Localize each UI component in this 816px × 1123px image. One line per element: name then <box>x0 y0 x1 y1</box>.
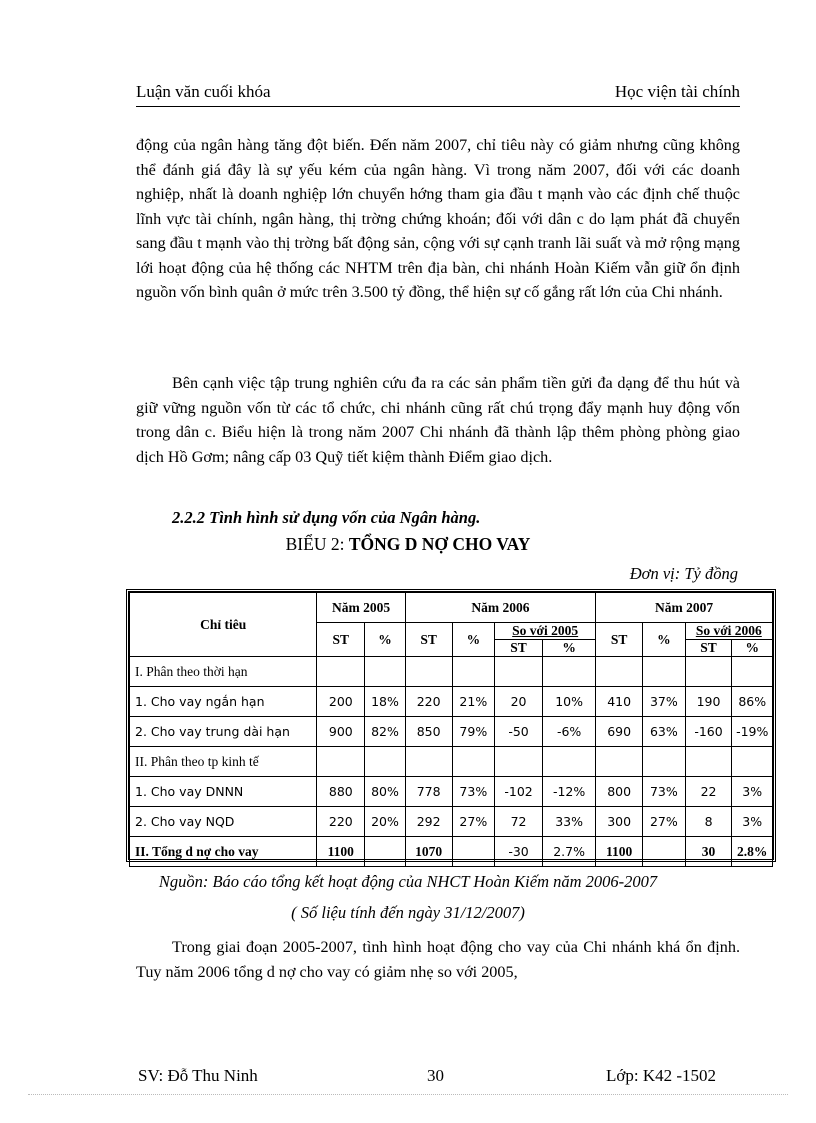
table-cell <box>452 747 495 777</box>
st-header: ST <box>495 640 543 657</box>
table-row <box>130 837 773 867</box>
table-cell: 292 <box>405 807 452 837</box>
table-cell: 220 <box>317 807 365 837</box>
unit-label: Đơn vị: Tỷ đồng <box>629 564 738 583</box>
indicator-header: Chỉ tiêu <box>130 593 317 657</box>
table-cell <box>452 837 495 867</box>
row-label: 1. Cho vay ngắn hạn <box>130 687 317 717</box>
table-cell: 2.8% <box>732 837 773 867</box>
table-header-row <box>130 593 773 623</box>
st-header: ST <box>317 623 365 657</box>
table-cell: -30 <box>495 837 543 867</box>
compare-2005-header: So với 2005 <box>495 623 596 640</box>
table-cell: 3% <box>732 777 773 807</box>
row-label: I. Phân theo thời hạn <box>130 657 317 687</box>
table-cell <box>732 747 773 777</box>
loan-table <box>126 589 776 862</box>
pct-header: % <box>732 640 773 657</box>
compare-2006-header: So với 2006 <box>685 623 772 640</box>
source-note: Nguồn: Báo cáo tổng kết hoạt động của NHCT Hoàn Kiếm năm 2006-2007 <box>158 872 658 891</box>
table-row <box>130 657 773 687</box>
table-cell: 33% <box>543 807 596 837</box>
table-cell: 27% <box>643 807 686 837</box>
section-heading: 2.2.2 Tình hình sử dụng vốn của Ngân hàng. <box>172 508 481 527</box>
table-cell: 300 <box>596 807 643 837</box>
table-cell <box>495 657 543 687</box>
row-label: II. Phân theo tp kinh tế <box>130 747 317 777</box>
page-header <box>136 82 740 107</box>
row-label: 2. Cho vay trung dài hạn <box>130 717 317 747</box>
footer-student: SV: Đỗ Thu Ninh <box>138 1066 258 1085</box>
table-cell: 18% <box>365 687 405 717</box>
st-header: ST <box>685 640 732 657</box>
table-cell <box>543 657 596 687</box>
table-cell <box>596 747 643 777</box>
paragraph-3: Trong giai đoạn 2005-2007, tình hình hoạt động cho vay của Chi nhánh khá ổn định. Tuy năm 2006 tổng d nợ cho vay có giảm nhẹ so với 2005, <box>136 938 740 981</box>
table-cell: 200 <box>317 687 365 717</box>
table-cell: -50 <box>495 717 543 747</box>
table-cell: 800 <box>596 777 643 807</box>
footer-class: Lớp: K42 -1502 <box>606 1066 717 1085</box>
table-cell: 1100 <box>317 837 365 867</box>
year-2006-header: Năm 2006 <box>405 593 596 623</box>
chart-title <box>0 534 816 555</box>
row-label: 2. Cho vay NQD <box>130 807 317 837</box>
chart-title-prefix: BIỂU 2: <box>285 534 345 554</box>
pct-header: % <box>543 640 596 657</box>
table-cell <box>365 837 405 867</box>
table-row <box>130 807 773 837</box>
table-cell <box>365 657 405 687</box>
st-header: ST <box>405 623 452 657</box>
table-cell: 3% <box>732 807 773 837</box>
paragraph-2: Bên cạnh việc tập trung nghiên cứu đa ra các sản phẩm tiền gửi đa dạng để thu hút và giữ vững nguồn vốn từ các tổ chức, chi nhánh cũng rất chú trọng đẩy mạnh huy động vốn trong dân c. Biểu hiện là trong năm 2007 Chi nhánh đã thành lập thêm phòng phòng giao dịch Hồ Gơm; nâng cấp 03 Quỹ tiết kiệm thành Điểm giao dịch. <box>136 374 740 466</box>
table-cell: 220 <box>405 687 452 717</box>
table-cell: 410 <box>596 687 643 717</box>
table-cell: 30 <box>685 837 732 867</box>
year-2007-header: Năm 2007 <box>596 593 773 623</box>
table-cell <box>317 747 365 777</box>
table-cell <box>543 747 596 777</box>
chart-title-main: TỔNG D NỢ CHO VAY <box>348 534 531 554</box>
table-cell <box>685 747 732 777</box>
table-cell: 73% <box>452 777 495 807</box>
pct-header: % <box>643 623 686 657</box>
table-cell: -19% <box>732 717 773 747</box>
table-row <box>130 777 773 807</box>
table-cell: 1070 <box>405 837 452 867</box>
table-cell: 82% <box>365 717 405 747</box>
table-cell: 20 <box>495 687 543 717</box>
pct-header: % <box>365 623 405 657</box>
table-cell: 63% <box>643 717 686 747</box>
table-cell <box>495 747 543 777</box>
table-row <box>130 747 773 777</box>
table-cell: 778 <box>405 777 452 807</box>
table-cell <box>365 747 405 777</box>
table-cell: 21% <box>452 687 495 717</box>
table-cell <box>643 837 686 867</box>
table-cell: 690 <box>596 717 643 747</box>
table-cell <box>317 657 365 687</box>
table-cell <box>405 747 452 777</box>
header-right: Học viện tài chính <box>614 82 740 101</box>
date-note: ( Số liệu tính đến ngày 31/12/2007) <box>291 903 525 922</box>
table-cell: 900 <box>317 717 365 747</box>
table-cell: 10% <box>543 687 596 717</box>
header-left: Luận văn cuối khóa <box>136 82 271 101</box>
table-cell: 27% <box>452 807 495 837</box>
table-cell: 2.7% <box>543 837 596 867</box>
row-label: II. Tổng d nợ cho vay <box>130 837 317 867</box>
table-cell: -12% <box>543 777 596 807</box>
table-cell <box>452 657 495 687</box>
table-cell <box>732 657 773 687</box>
paragraph-1: động của ngân hàng tăng đột biến. Đến năm 2007, chỉ tiêu này có giảm nhưng cũng không thể đánh giá đây là sự yếu kém của ngân hàng. Vì trong năm 2007, đối với các doanh nghiệp, nhất là doanh nghiệp lớn chuyển hớng tham gia đầu t mạnh vào các định chế thuộc lĩnh vực tài chính, ngân hàng, thị trờng chứng khoán; đối với dân c do lạm phát đã chuyển sang đầu t mạnh vào thị trờng bất động sản, cộng với sự cạnh tranh lãi suất và mở rộng mạng lới hoạt động của hệ thống các NHTM trên địa bàn, chi nhánh Hoàn Kiếm vẫn giữ ổn định nguồn vốn bình quân ở mức trên 3.500 tỷ đồng, thể hiện sự cố gắng rất lớn của Chi nhánh. <box>136 136 740 301</box>
table-cell: 86% <box>732 687 773 717</box>
table-cell: 73% <box>643 777 686 807</box>
table-cell: -160 <box>685 717 732 747</box>
table-cell: 80% <box>365 777 405 807</box>
table-cell <box>643 657 686 687</box>
table-cell: 20% <box>365 807 405 837</box>
table-cell <box>643 747 686 777</box>
row-label: 1. Cho vay DNNN <box>130 777 317 807</box>
table-cell: 37% <box>643 687 686 717</box>
table-cell: 22 <box>685 777 732 807</box>
table-cell: 850 <box>405 717 452 747</box>
st-header: ST <box>596 623 643 657</box>
table-cell: 79% <box>452 717 495 747</box>
table-cell: 1100 <box>596 837 643 867</box>
year-2005-header: Năm 2005 <box>317 593 405 623</box>
table-cell: 190 <box>685 687 732 717</box>
table-cell <box>685 657 732 687</box>
table-row <box>130 687 773 717</box>
table-cell <box>596 657 643 687</box>
table-cell: 8 <box>685 807 732 837</box>
table-cell: 880 <box>317 777 365 807</box>
table-cell: -6% <box>543 717 596 747</box>
table-cell: -102 <box>495 777 543 807</box>
table-row <box>130 717 773 747</box>
footer-page-number: 30 <box>427 1066 444 1085</box>
pct-header: % <box>452 623 495 657</box>
page-bottom-divider <box>28 1094 788 1095</box>
table-cell <box>405 657 452 687</box>
table-cell: 72 <box>495 807 543 837</box>
